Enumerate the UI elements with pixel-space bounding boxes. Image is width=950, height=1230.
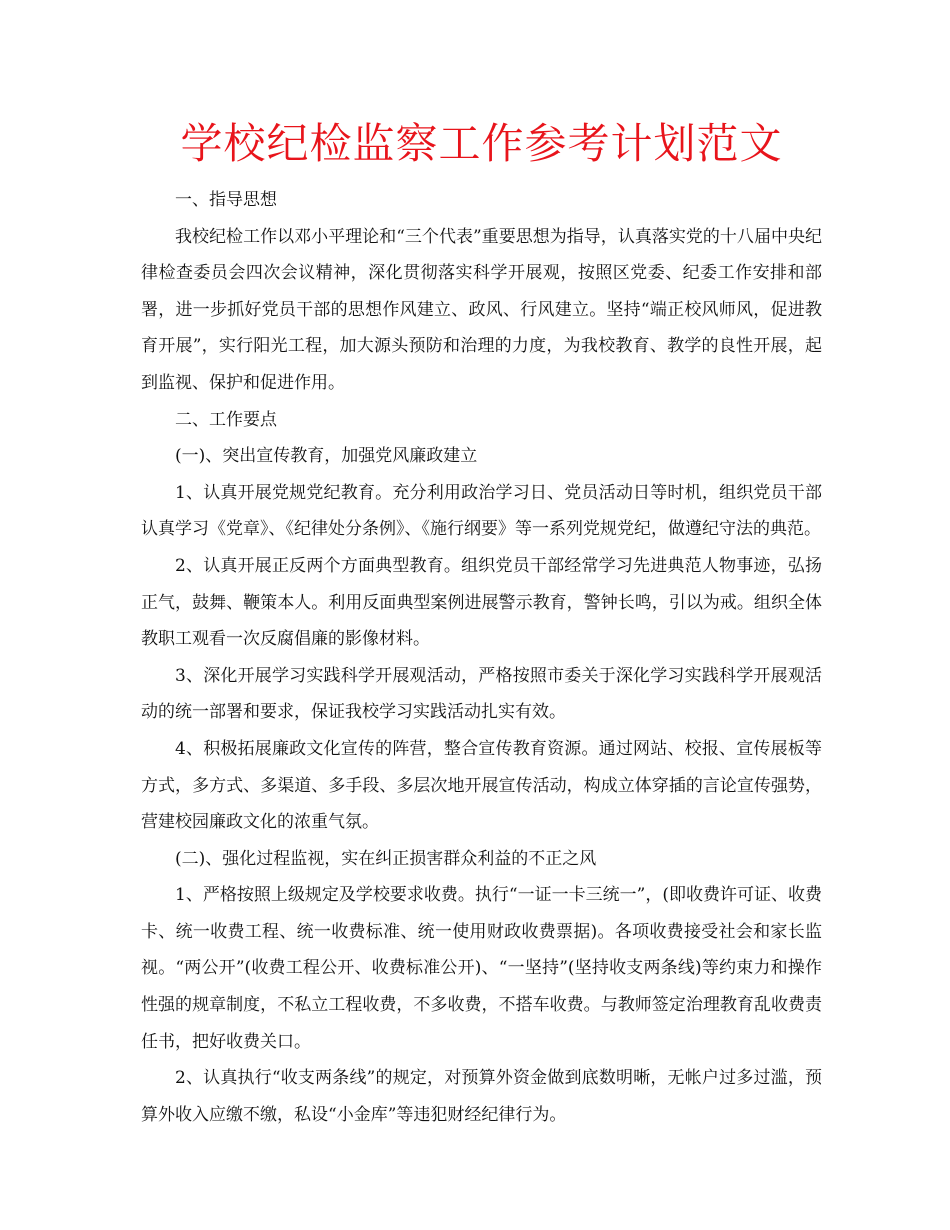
paragraph-item-1-discipline-education: 1、认真开展党规党纪教育。充分利用政治学习日、党员活动日等时机，组织党员干部认真学习《党章》、《纪律处分条例》、《施行纲要》等一系列党规党纪，做遵纪守法的典范。 <box>141 482 822 540</box>
paragraph-guiding-ideology: 我校纪检工作以邓小平理论和“三个代表”重要思想为指导，认真落实党的十八届中央纪律检查委员会四次会议精神，深化贯彻落实科学开展观，按照区党委、纪委工作安排和部署，进一步抓好党员干部的思想作风建立、政风、行风建立。坚持“端正校风师风，促进教育开展”，实行阳光工程，加大源头预防和治理的力度，为我校教育、教学的良性开展，起到监视、保护和促进作用。 <box>141 226 822 393</box>
paragraph-item-4-culture-publicity: 4、积极拓展廉政文化宣传的阵营，整合宣传教育资源。通过网站、校报、宣传展板等方式，多方式、多渠道、多手段、多层次地开展宣传活动，构成立体穿插的言论宣传强势，营建校园廉政文化的浓重气氛。 <box>141 738 822 833</box>
section-heading-guiding-ideology: 一、指导思想 <box>175 190 277 210</box>
subsection-heading-publicity-education: (一)、突出宣传教育，加强党风廉政建立 <box>175 446 478 467</box>
paragraph-item-2-revenue-expenditure: 2、认真执行“收支两条线”的规定，对预算外资金做到底数明晰，无帐户过多过滥，预算外收入应缴不缴，私设“小金库”等违犯财经纪律行为。 <box>141 1068 822 1125</box>
document-title: 学校纪检监察工作参考计划范文 <box>180 119 783 168</box>
paragraph-item-1-fee-collection: 1、严格按照上级规定及学校要求收费。执行“一证一卡三统一”，(即收费许可证、收费卡、统一收费工程、统一收费标准、统一使用财政收费票据)。各项收费接受社会和家长监视。“两公开”(收费工程公开、收费标准公开)、“一坚持”(坚持收支两条线)等约束力和操作性强的规章制度，不私立工程收费，不多收费，不搭车收费。与教师签定治理教育乱收费责任书，把好收费关口。 <box>141 885 822 1052</box>
subsection-heading-process-supervision: (二)、强化过程监视，实在纠正损害群众利益的不正之风 <box>175 848 597 869</box>
paragraph-item-3-practice-activity: 3、深化开展学习实践科学开展观活动，严格按照市委关于深化学习实践科学开展观活动的统一部署和要求，保证我校学习实践活动扎实有效。 <box>141 665 822 723</box>
document-page <box>141 112 822 1133</box>
section-heading-work-points: 二、工作要点 <box>175 409 277 430</box>
paragraph-item-2-typical-education: 2、认真开展正反两个方面典型教育。组织党员干部经常学习先进典范人物事迹，弘扬正气，鼓舞、鞭策本人。利用反面典型案例进展警示教育，警钟长鸣，引以为戒。组织全体教职工观看一次反腐倡廉的影像材料。 <box>141 555 822 650</box>
